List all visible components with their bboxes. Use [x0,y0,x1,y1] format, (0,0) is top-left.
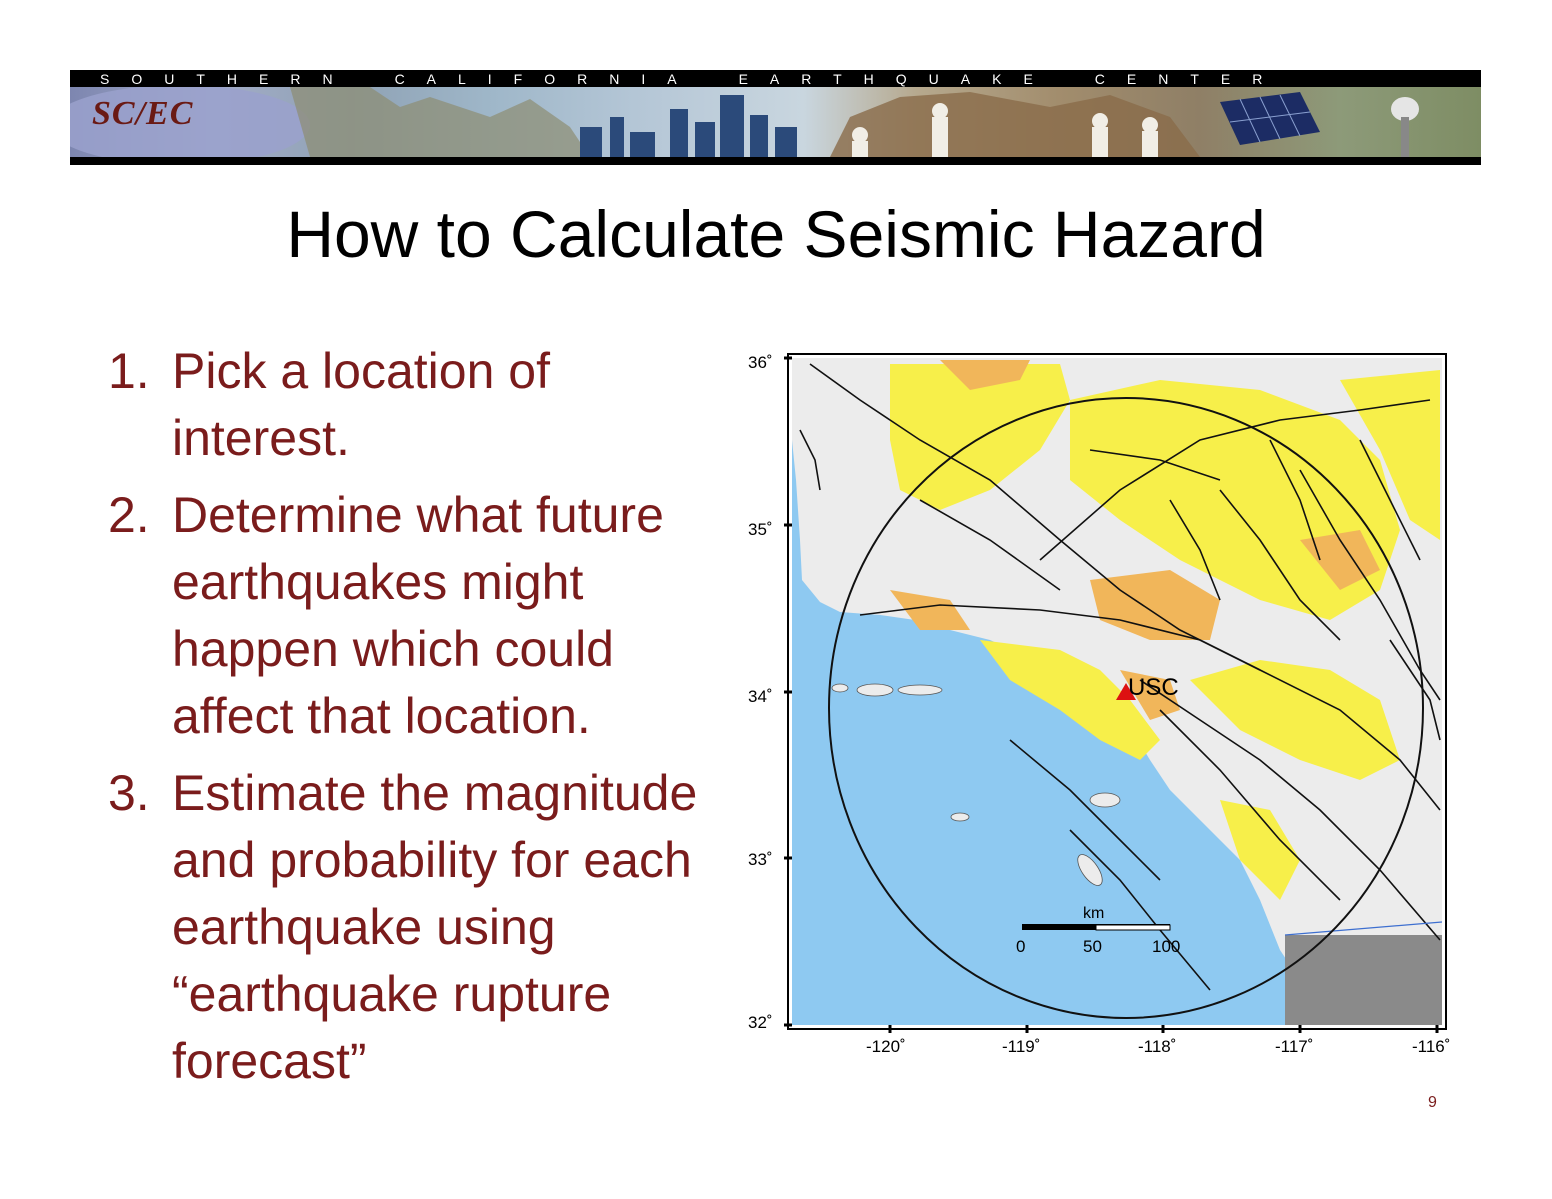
lon-tick: -116˚ [1412,1037,1451,1056]
banner-bottom-bar [70,157,1481,165]
step-text: Determine what future earthquakes might happen which could affect that location. [172,487,664,744]
banner-word-california: CALIFORNIA [394,70,699,87]
scale-tick-50: 50 [1083,937,1102,956]
banner-text-strip [70,70,1481,87]
step-item [108,338,758,472]
lon-tick: -120˚ [866,1037,906,1056]
lat-tick: 35˚ [748,520,773,539]
lat-tick: 36˚ [748,353,773,372]
mexico-region [1285,935,1445,1030]
slide-title: How to Calculate Seismic Hazard [286,197,1266,271]
step-text: Estimate the magnitude and probability for each earthquake using “earthquake rupture forecast” [172,765,698,1089]
map-svg [740,340,1480,1070]
scale-unit: km [1083,905,1105,922]
latitude-ticks [748,353,773,1032]
lon-tick: -118˚ [1138,1037,1177,1056]
banner-word-earthquake: EARTHQUAKE [738,70,1055,87]
scec-logo: SC/EC [92,95,194,132]
lat-tick: 34˚ [748,687,773,706]
scale-tick-100: 100 [1152,937,1181,956]
banner-photo-collage [70,87,1481,157]
banner-scenery [70,87,1481,157]
longitude-ticks [866,1037,1450,1056]
step-text: Pick a location of interest. [172,343,550,466]
lat-tick: 32˚ [748,1013,773,1032]
step-item [108,760,758,1095]
banner-word-center: CENTER [1094,70,1285,87]
header-banner [70,70,1481,165]
step-number: 1. [108,343,150,399]
step-item [108,482,758,750]
lat-tick: 33˚ [748,850,773,869]
usc-label: USC [1128,674,1179,701]
lon-tick: -117˚ [1275,1037,1314,1056]
banner-word-southern: SOUTHERN [100,70,355,87]
page-number: 9 [1428,1094,1437,1111]
step-number: 2. [108,487,150,543]
scale-tick-0: 0 [1016,937,1026,956]
lon-tick: -119˚ [1002,1037,1041,1056]
step-number: 3. [108,765,150,821]
hazard-map [740,340,1480,1070]
steps-list [108,338,758,1105]
